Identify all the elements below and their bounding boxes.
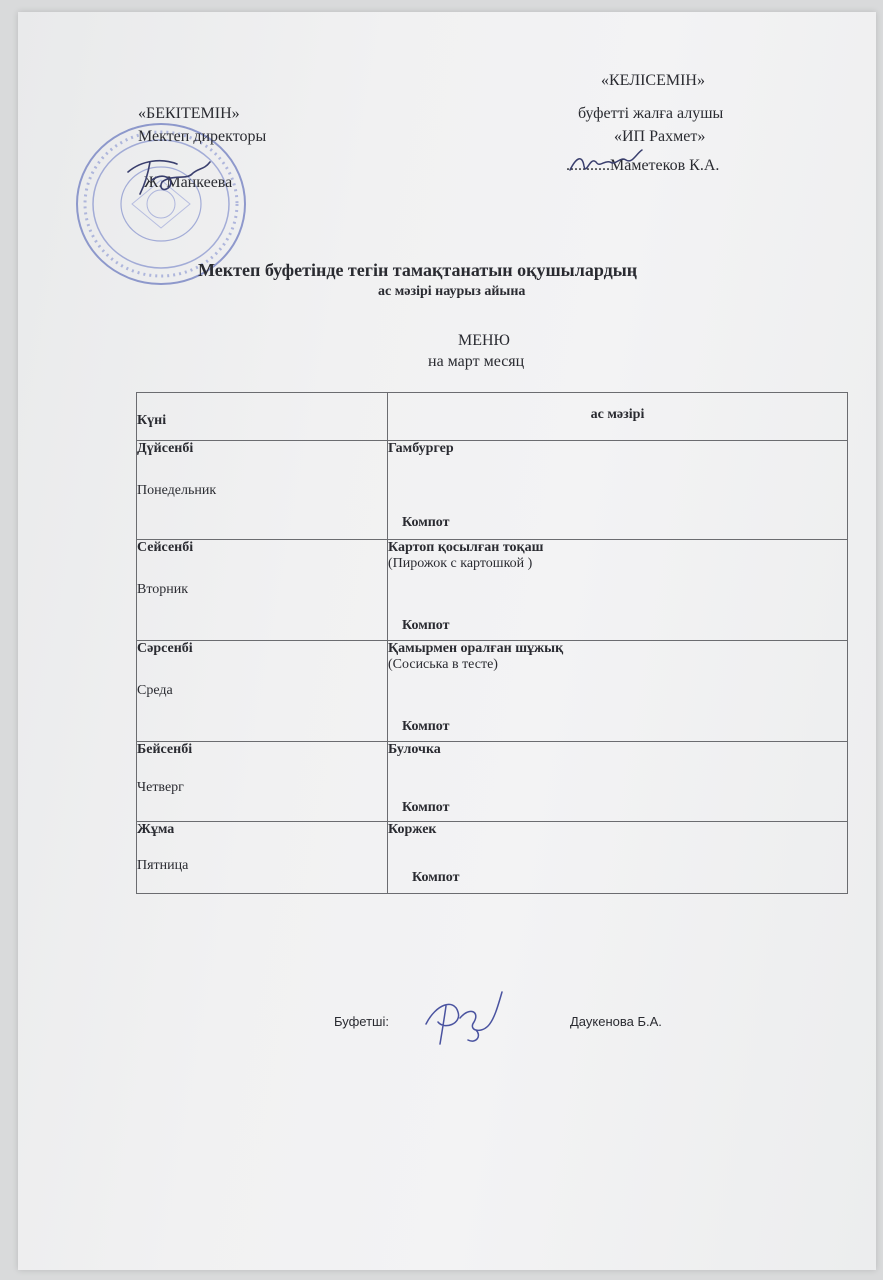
approve-heading: «БЕКІТЕМІН» [138,105,240,122]
dish: Булочка [388,742,441,757]
director-signature-icon [122,150,217,200]
day-ru: Четверг [137,780,184,795]
cook-name: Даукенова Б.А. [570,1014,662,1029]
dish-ru: (Пирожок с картошкой ) [388,556,533,571]
dish: Қамырмен оралған шұжық [388,641,564,656]
cook-label: Буфетші: [334,1014,389,1029]
dish: Гамбургер [388,441,454,456]
cook-signature-icon [416,984,508,1054]
dish-ru: (Сосиська в тесте) [388,657,498,672]
dish: Коржек [388,822,437,837]
table-row [137,822,848,894]
lessee-org: «ИП Рахмет» [614,128,706,145]
header-menu: ас мәзірі [388,393,848,441]
lessee-name: ...........Маметеков К.А. [566,157,720,174]
table-row [137,641,848,742]
menu-title-kz: Мектеп буфетінде тегін тамақтанатын оқушылардың [198,260,638,280]
table-row [137,441,848,540]
day-kz: Сейсенбі [137,540,194,555]
dish: Картоп қосылған тоқаш [388,540,544,555]
day-kz: Дүйсенбі [137,441,194,456]
agree-heading: «КЕЛІСЕМІН» [601,72,705,89]
day-ru: Понедельник [137,483,217,498]
day-ru: Среда [137,683,173,698]
menu-title-ru: МЕНЮ [458,332,510,349]
day-kz: Жұма [137,822,175,837]
drink: Компот [402,618,450,633]
drink: Компот [412,870,460,885]
table-row [137,742,848,822]
lessee-signature-icon [566,140,646,184]
menu-subtitle-kz: ас мәзірі наурыз айына [378,284,526,299]
drink: Компот [402,719,450,734]
table-header-row [137,393,848,441]
header-day: Күні [137,393,388,441]
lessee-role: буфетті жалға алушы [578,105,724,122]
day-ru: Вторник [137,582,189,597]
menu-table [136,392,848,894]
day-kz: Сәрсенбі [137,641,193,656]
director-role: Мектеп директоры [138,128,267,145]
drink: Компот [402,800,450,815]
menu-subtitle-ru: на март месяц [428,353,525,370]
day-ru: Пятница [137,858,189,873]
table-row [137,540,848,641]
day-kz: Бейсенбі [137,742,193,757]
drink: Компот [402,515,450,530]
document-page [18,12,876,1270]
director-name: Ж. Манкеева [144,174,233,191]
